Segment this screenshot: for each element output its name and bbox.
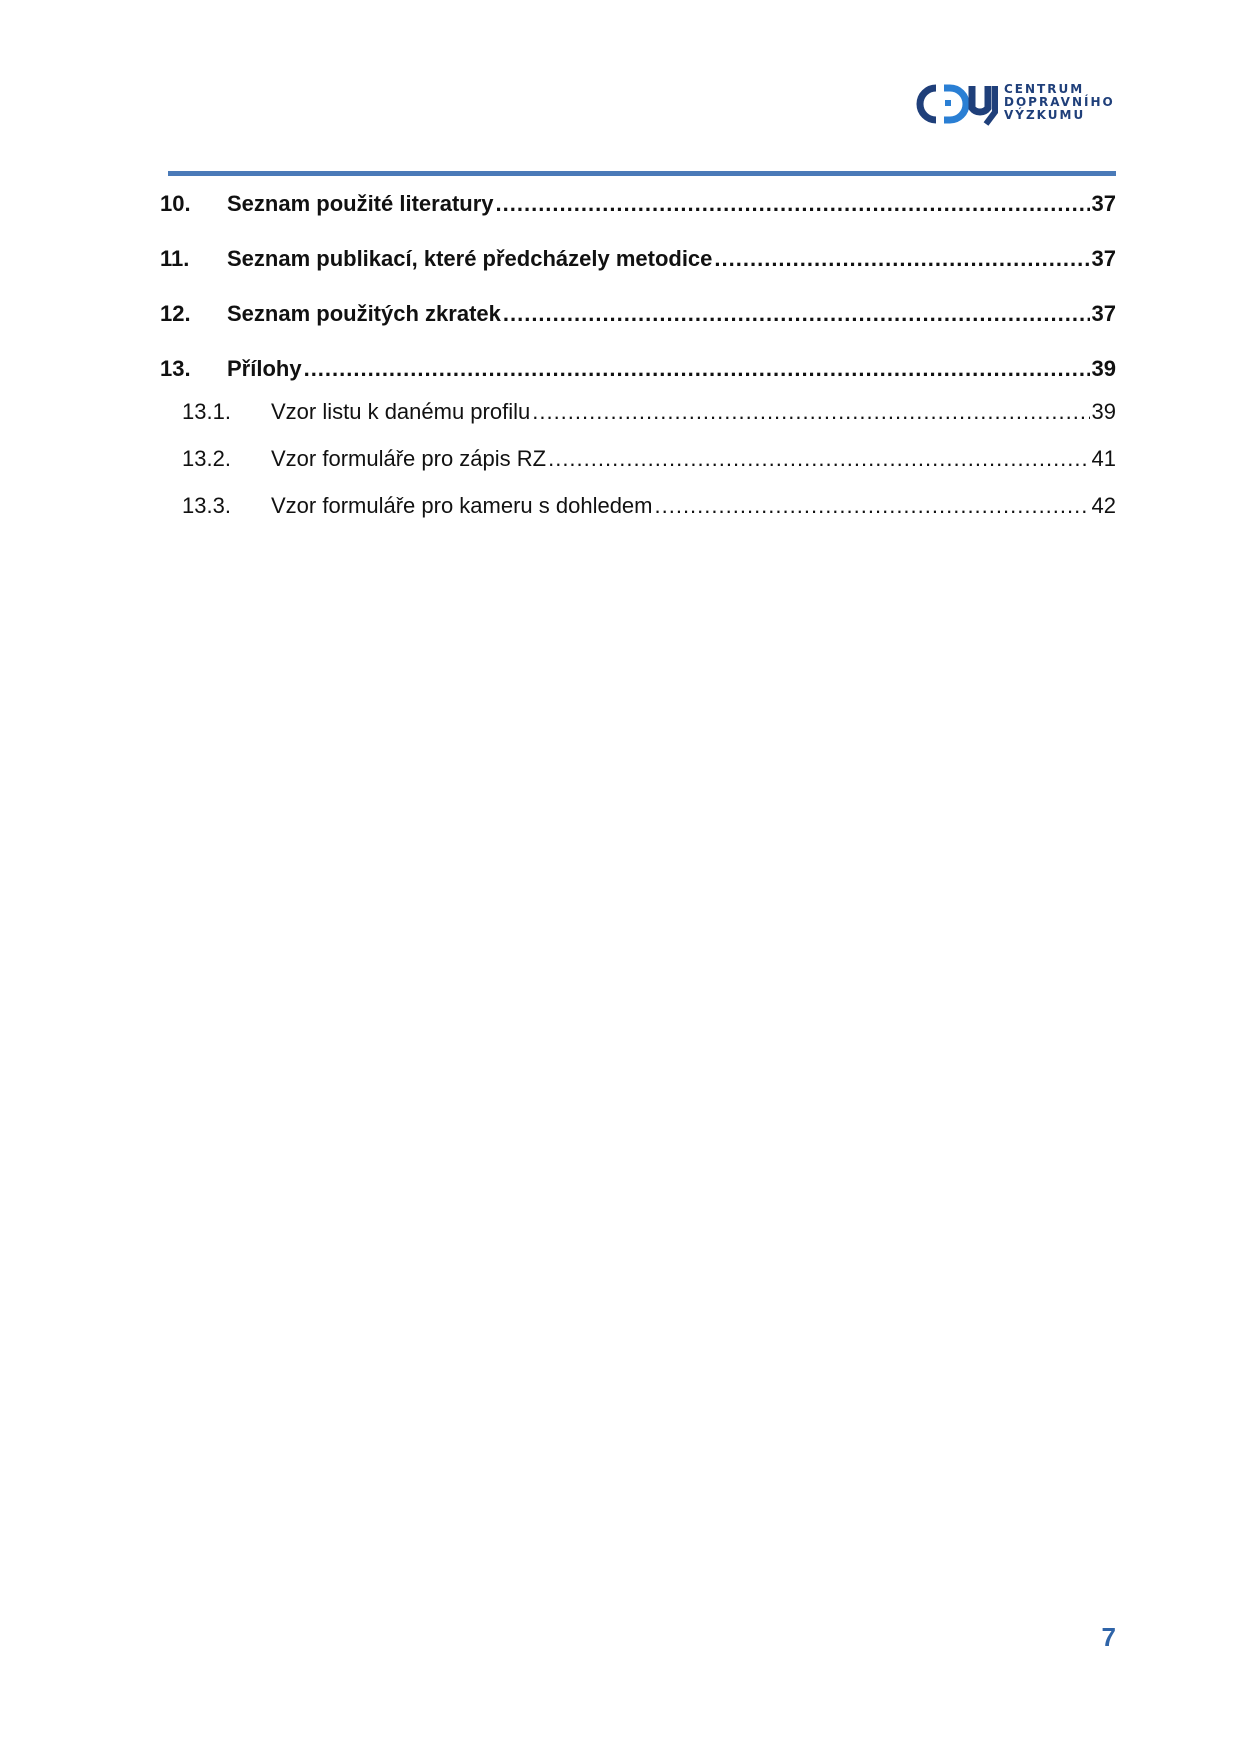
page-number: 7: [1101, 1622, 1116, 1652]
header-rule: [168, 171, 1116, 176]
logo-line-2: DOPRAVNÍHO: [1004, 95, 1115, 109]
toc-entry[interactable]: [160, 246, 1116, 272]
toc-leader-dots: [496, 191, 1090, 217]
toc-entry-title: Seznam použitých zkratek: [227, 301, 501, 326]
toc-entry-number: 13.: [160, 356, 191, 381]
toc-entry-number: 13.2.: [182, 446, 231, 471]
toc-entry-page: 37: [1091, 301, 1116, 326]
toc-entry-page: 42: [1091, 493, 1116, 518]
toc-subentry[interactable]: [160, 399, 1116, 425]
cdv-logo-mark: [916, 82, 1000, 126]
toc-entry-number: 12.: [160, 301, 191, 326]
cdv-logo: [916, 80, 1116, 130]
toc-entry-number: 13.3.: [182, 493, 231, 518]
logo-line-1: CENTRUM: [1004, 82, 1085, 96]
toc-subentry[interactable]: [160, 446, 1116, 472]
logo-text: [1004, 83, 1115, 122]
toc-entry-title: Vzor listu k danému profilu: [271, 399, 531, 424]
toc-leader-dots: [655, 493, 1090, 519]
toc-entry-title: Vzor formuláře pro zápis RZ: [271, 446, 547, 471]
toc-entry[interactable]: [160, 191, 1116, 217]
logo-line-3: VÝZKUMU: [1004, 108, 1086, 122]
toc-leader-dots: [503, 301, 1090, 327]
toc-entry-page: 41: [1091, 446, 1116, 471]
toc-leader-dots: [532, 399, 1089, 425]
toc-leader-dots: [548, 446, 1089, 472]
toc-entry[interactable]: [160, 301, 1116, 327]
toc-leader-dots: [714, 246, 1089, 272]
toc-entry-title: Seznam publikací, které předcházely metodice: [227, 246, 713, 271]
toc-entry-number: 13.1.: [182, 399, 231, 424]
toc-entry-title: Vzor formuláře pro kameru s dohledem: [271, 493, 653, 518]
toc-leader-dots: [304, 356, 1090, 382]
toc-entry-title: Přílohy: [227, 356, 302, 381]
toc-entry-page: 37: [1091, 191, 1116, 216]
toc-entry-number: 11.: [160, 246, 190, 271]
toc-entry-page: 39: [1091, 399, 1116, 424]
toc-entry-page: 39: [1091, 356, 1116, 381]
toc-subentry[interactable]: [160, 493, 1116, 519]
toc-entry-title: Seznam použité literatury: [227, 191, 494, 216]
toc-entry[interactable]: [160, 356, 1116, 382]
toc-entry-number: 10.: [160, 191, 191, 216]
toc-entry-page: 37: [1091, 246, 1116, 271]
